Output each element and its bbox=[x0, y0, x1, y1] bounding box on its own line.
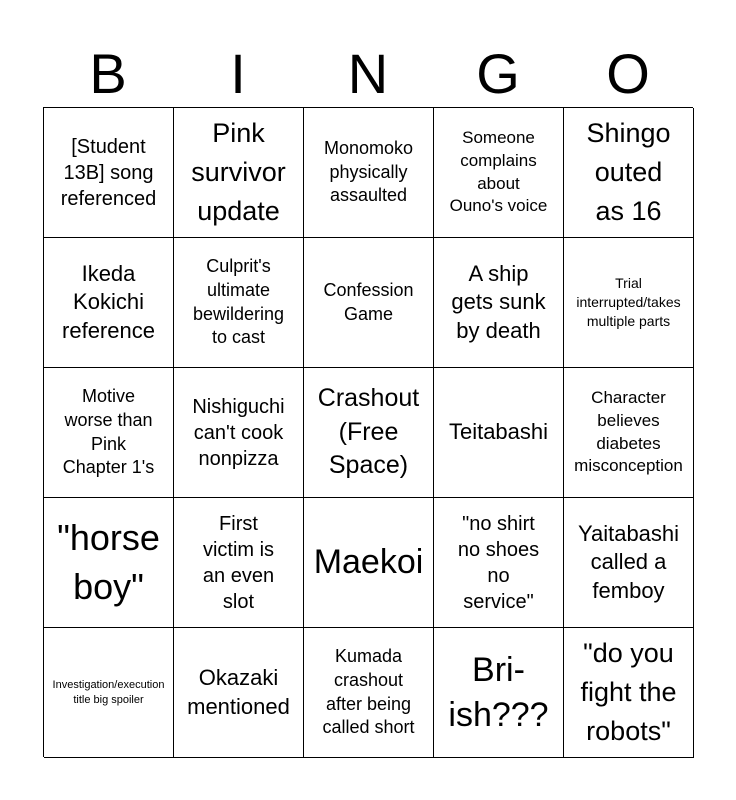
bingo-cell-r4-c4[interactable] bbox=[434, 498, 564, 628]
cell-text: Yaitabashi called a femboy bbox=[577, 520, 680, 603]
bingo-cell-r5-c5[interactable] bbox=[564, 628, 694, 758]
header-letter-i: I bbox=[230, 42, 246, 105]
bingo-cell-r4-c2[interactable] bbox=[174, 498, 304, 628]
cell-text: Ikeda Kokichi reference bbox=[62, 260, 155, 343]
bingo-cell-r1-c3[interactable] bbox=[304, 108, 434, 238]
bingo-cell-r2-c3[interactable] bbox=[304, 238, 434, 368]
cell-text: Monomoko physically assaulted bbox=[323, 137, 414, 206]
cell-text: First victim is an even slot bbox=[202, 512, 275, 613]
bingo-cell-r1-c1[interactable] bbox=[44, 108, 174, 238]
cell-text: Crashout (Free Space) bbox=[317, 383, 420, 480]
bingo-cell-r4-c5[interactable] bbox=[564, 498, 694, 628]
header-letter-g: G bbox=[476, 42, 520, 105]
bingo-cell-r3-c4[interactable] bbox=[434, 368, 564, 498]
cell-text: "do you fight the robots" bbox=[580, 637, 677, 747]
cell-text: "no shirt no shoes no service" bbox=[457, 512, 540, 613]
bingo-cell-r4-c3[interactable] bbox=[304, 498, 434, 628]
cell-text: A ship gets sunk by death bbox=[451, 260, 546, 343]
cell-text: Maekoi bbox=[313, 543, 424, 582]
bingo-cell-r5-c2[interactable] bbox=[174, 628, 304, 758]
header-letter-n: N bbox=[347, 42, 389, 105]
bingo-cell-r2-c4[interactable] bbox=[434, 238, 564, 368]
cell-text: Confession Game bbox=[323, 279, 414, 324]
cell-text: Pink survivor update bbox=[191, 117, 286, 227]
cell-text: Bri- ish??? bbox=[448, 651, 549, 734]
header-letter-o: O bbox=[606, 42, 650, 105]
bingo-cell-r2-c2[interactable] bbox=[174, 238, 304, 368]
cell-text: [Student 13B] song referenced bbox=[60, 135, 157, 210]
bingo-cell-r3-c3[interactable] bbox=[304, 368, 434, 498]
bingo-cell-r3-c5[interactable] bbox=[564, 368, 694, 498]
cell-text: Someone complains about Ouno's voice bbox=[449, 127, 548, 216]
bingo-cell-r5-c4[interactable] bbox=[434, 628, 564, 758]
bingo-cell-r5-c1[interactable] bbox=[44, 628, 174, 758]
bingo-cell-r2-c1[interactable] bbox=[44, 238, 174, 368]
cell-text: Nishiguchi can't cook nonpizza bbox=[192, 395, 285, 470]
bingo-cell-r1-c5[interactable] bbox=[564, 108, 694, 238]
bingo-cell-r1-c2[interactable] bbox=[174, 108, 304, 238]
bingo-cell-r1-c4[interactable] bbox=[434, 108, 564, 238]
header-letter-b: B bbox=[89, 42, 127, 105]
cell-text: Trial interrupted/takes multiple parts bbox=[576, 275, 681, 329]
cell-text: Character believes diabetes misconception bbox=[574, 387, 683, 476]
cell-text: Culprit's ultimate bewildering to cast bbox=[192, 255, 285, 348]
cell-text: "horse boy" bbox=[57, 516, 160, 607]
bingo-cell-r2-c5[interactable] bbox=[564, 238, 694, 368]
bingo-cell-r4-c1[interactable] bbox=[44, 498, 174, 628]
cell-text: Okazaki mentioned bbox=[187, 664, 290, 719]
cell-text: Shingo outed as 16 bbox=[586, 117, 671, 227]
cell-text: Motive worse than Pink Chapter 1's bbox=[62, 385, 155, 478]
cell-text: Investigation/execution title big spoiler bbox=[52, 679, 165, 706]
cell-text: Teitabashi bbox=[448, 419, 549, 445]
bingo-cell-r3-c1[interactable] bbox=[44, 368, 174, 498]
bingo-cell-r5-c3[interactable] bbox=[304, 628, 434, 758]
bingo-header bbox=[43, 40, 693, 108]
bingo-cell-r3-c2[interactable] bbox=[174, 368, 304, 498]
bingo-board bbox=[43, 107, 693, 757]
cell-text: Kumada crashout after being called short bbox=[322, 645, 415, 738]
